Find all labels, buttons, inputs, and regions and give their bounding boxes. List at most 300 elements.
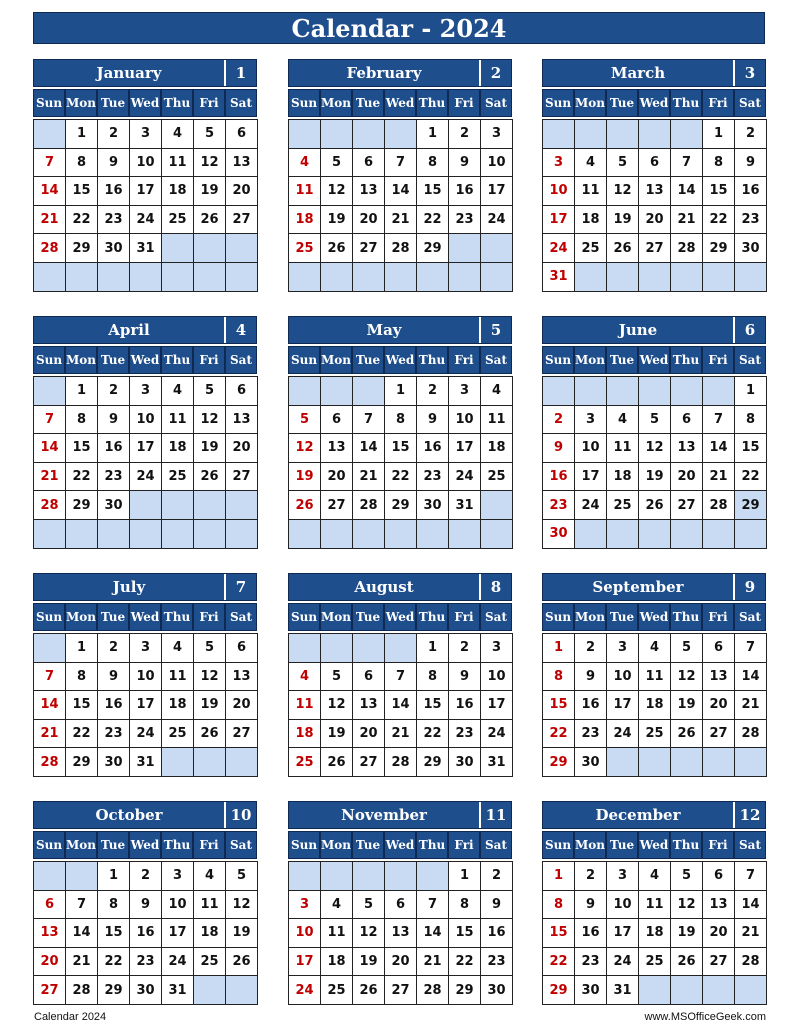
day-cell: 14 [734,662,767,692]
day-cell: 3 [129,376,162,406]
empty-day-cell [320,519,353,549]
day-cell: 12 [606,176,639,206]
month-name: July [34,574,226,600]
day-cell: 2 [574,633,607,663]
weekday-label: Sat [480,603,512,631]
day-cell: 21 [702,462,735,492]
day-cell: 25 [193,947,226,977]
empty-day-cell [574,262,607,292]
day-cell: 1 [416,119,449,149]
day-cell: 22 [542,719,575,749]
day-cell: 29 [448,975,481,1005]
day-cell: 24 [542,233,575,263]
month-number: 1 [235,64,247,82]
day-cell: 20 [320,462,353,492]
weekday-label: Sat [225,346,257,374]
weekday-label: Mon [65,346,97,374]
day-cell: 29 [65,490,98,520]
day-cell: 20 [702,918,735,948]
weekday-label: Fri [702,89,734,117]
day-cell: 20 [670,462,703,492]
day-cell: 14 [702,433,735,463]
month-name: May [289,317,481,343]
empty-day-cell [702,747,735,777]
day-cell: 15 [97,918,130,948]
month-name: March [543,60,735,86]
day-cell: 6 [225,376,258,406]
day-cell: 8 [734,405,767,435]
weekday-label: Fri [702,603,734,631]
day-cell: 31 [606,975,639,1005]
day-grid [542,119,766,291]
day-cell: 8 [416,148,449,178]
day-cell: 27 [670,490,703,520]
empty-day-cell [416,861,449,891]
day-cell: 23 [97,205,130,235]
day-cell: 5 [670,633,703,663]
day-cell: 18 [193,918,226,948]
day-cell: 15 [702,176,735,206]
day-cell: 3 [480,633,513,663]
day-cell: 26 [320,233,353,263]
empty-day-cell [384,519,417,549]
day-cell: 17 [574,462,607,492]
day-cell: 1 [734,376,767,406]
weekday-label: Mon [320,831,352,859]
empty-day-cell [480,233,513,263]
weekday-label: Wed [638,603,670,631]
empty-day-cell [542,119,575,149]
month-header [33,573,257,601]
day-cell: 1 [65,119,98,149]
month-number: 3 [744,64,756,82]
day-cell: 10 [606,890,639,920]
day-cell: 25 [638,947,671,977]
weekday-label: Wed [129,603,161,631]
weekday-label: Sun [542,603,574,631]
day-cell: 3 [574,405,607,435]
empty-day-cell [97,262,130,292]
day-cell: 21 [352,462,385,492]
month-number: 6 [744,321,756,339]
day-cell: 16 [129,918,162,948]
empty-day-cell [193,747,226,777]
empty-day-cell [288,262,321,292]
day-cell: 22 [416,719,449,749]
day-cell: 16 [574,918,607,948]
day-cell: 3 [288,890,321,920]
weekday-row [288,346,512,374]
month-2 [288,59,512,291]
weekday-row [542,831,766,859]
day-cell: 24 [606,719,639,749]
empty-day-cell [352,633,385,663]
day-cell: 27 [33,975,66,1005]
day-cell: 14 [384,176,417,206]
day-cell: 8 [65,405,98,435]
day-cell: 16 [480,918,513,948]
empty-day-cell [606,262,639,292]
weekday-label: Sun [542,831,574,859]
day-cell: 25 [161,719,194,749]
day-cell: 19 [288,462,321,492]
day-cell: 30 [416,490,449,520]
day-cell: 11 [161,662,194,692]
day-cell: 21 [416,947,449,977]
month-11 [288,801,512,1004]
day-cell: 11 [288,176,321,206]
day-cell: 13 [225,405,258,435]
day-cell: 24 [574,490,607,520]
day-cell: 1 [65,376,98,406]
weekday-label: Fri [702,346,734,374]
day-cell: 26 [193,719,226,749]
month-number: 12 [739,806,761,824]
weekday-label: Thu [416,831,448,859]
month-name: August [289,574,481,600]
month-8 [288,573,512,776]
empty-day-cell [670,119,703,149]
weekday-label: Sun [288,346,320,374]
day-cell: 23 [480,947,513,977]
empty-day-cell [638,975,671,1005]
weekday-label: Fri [193,89,225,117]
day-cell: 15 [384,433,417,463]
weekday-label: Sun [33,89,65,117]
day-cell: 25 [288,233,321,263]
footer-label: Calendar 2024 [34,1011,107,1023]
day-cell: 4 [161,376,194,406]
day-cell: 6 [320,405,353,435]
day-cell: 21 [384,205,417,235]
empty-day-cell [161,519,194,549]
month-name: June [543,317,735,343]
empty-day-cell [480,262,513,292]
day-cell: 19 [320,719,353,749]
weekday-label: Tue [97,89,129,117]
day-cell: 18 [288,205,321,235]
day-grid [542,633,766,776]
day-cell: 24 [129,205,162,235]
day-cell: 23 [129,947,162,977]
day-cell: 9 [448,662,481,692]
day-cell: 26 [606,233,639,263]
day-cell: 13 [225,148,258,178]
day-cell: 17 [129,690,162,720]
day-cell: 30 [734,233,767,263]
day-cell: 9 [480,890,513,920]
day-grid [33,376,257,548]
month-name: February [289,60,481,86]
empty-day-cell [161,490,194,520]
weekday-label: Mon [574,346,606,374]
empty-day-cell [129,262,162,292]
empty-day-cell [97,519,130,549]
empty-day-cell [33,119,66,149]
day-cell: 17 [480,176,513,206]
day-cell: 30 [129,975,162,1005]
empty-day-cell [574,119,607,149]
weekday-label: Fri [448,89,480,117]
weekday-label: Wed [638,89,670,117]
day-cell: 10 [129,405,162,435]
day-cell: 5 [670,861,703,891]
day-cell: 8 [384,405,417,435]
month-name: September [543,574,735,600]
day-cell: 4 [638,861,671,891]
weekday-label: Sat [734,831,766,859]
day-cell: 16 [542,462,575,492]
empty-day-cell [702,975,735,1005]
day-cell: 25 [320,975,353,1005]
day-cell: 20 [225,433,258,463]
month-header [33,59,257,87]
day-cell: 20 [225,690,258,720]
day-cell: 6 [225,119,258,149]
day-cell: 30 [574,747,607,777]
day-cell: 20 [638,205,671,235]
day-cell: 2 [448,119,481,149]
day-cell: 30 [480,975,513,1005]
day-cell: 3 [606,861,639,891]
day-cell: 8 [65,148,98,178]
day-cell: 15 [65,176,98,206]
day-cell: 27 [225,205,258,235]
day-cell: 2 [97,633,130,663]
day-cell: 18 [574,205,607,235]
weekday-label: Thu [670,603,702,631]
weekday-label: Thu [670,89,702,117]
day-cell: 10 [161,890,194,920]
weekday-label: Mon [65,89,97,117]
empty-day-cell [352,262,385,292]
day-cell: 26 [352,975,385,1005]
day-cell: 26 [670,947,703,977]
day-cell: 17 [480,690,513,720]
weekday-label: Mon [320,603,352,631]
day-cell: 11 [606,433,639,463]
month-1 [33,59,257,291]
day-cell: 27 [225,462,258,492]
day-cell: 29 [384,490,417,520]
day-cell: 20 [33,947,66,977]
day-cell: 1 [702,119,735,149]
day-cell: 4 [574,148,607,178]
weekday-label: Tue [352,89,384,117]
day-cell: 2 [416,376,449,406]
day-cell: 7 [33,148,66,178]
day-cell: 4 [288,662,321,692]
day-cell: 12 [225,890,258,920]
day-cell: 24 [288,975,321,1005]
day-cell: 27 [352,747,385,777]
weekday-label: Sun [288,603,320,631]
day-cell: 25 [638,719,671,749]
day-cell: 28 [734,719,767,749]
empty-day-cell [33,262,66,292]
day-cell: 10 [448,405,481,435]
empty-day-cell [33,861,66,891]
day-cell: 19 [352,947,385,977]
day-cell: 22 [97,947,130,977]
day-cell: 3 [448,376,481,406]
weekday-label: Thu [161,831,193,859]
day-cell: 13 [225,662,258,692]
day-cell: 19 [638,462,671,492]
day-cell: 24 [129,719,162,749]
weekday-label: Tue [606,603,638,631]
weekday-label: Wed [384,831,416,859]
day-cell: 4 [288,148,321,178]
day-cell: 16 [97,176,130,206]
month-header [33,316,257,344]
day-cell: 14 [33,690,66,720]
day-cell: 17 [129,176,162,206]
weekday-label: Wed [384,89,416,117]
day-cell: 29 [416,233,449,263]
day-cell: 22 [65,719,98,749]
empty-day-cell [288,861,321,891]
empty-day-cell [129,490,162,520]
day-cell: 15 [65,433,98,463]
day-cell: 6 [638,148,671,178]
weekday-label: Mon [65,603,97,631]
empty-day-cell [33,376,66,406]
day-cell: 10 [288,918,321,948]
weekday-label: Thu [416,603,448,631]
day-cell: 6 [384,890,417,920]
month-number: 10 [230,806,252,824]
weekday-label: Fri [193,346,225,374]
day-cell: 15 [448,918,481,948]
day-cell: 30 [542,519,575,549]
day-cell: 23 [448,205,481,235]
empty-day-cell [320,633,353,663]
empty-day-cell [606,519,639,549]
day-cell: 7 [33,405,66,435]
day-cell: 12 [638,433,671,463]
empty-day-cell [384,262,417,292]
day-cell: 21 [33,719,66,749]
empty-day-cell [670,975,703,1005]
day-cell: 3 [129,119,162,149]
empty-day-cell [448,233,481,263]
month-number: 2 [490,64,502,82]
day-cell: 1 [448,861,481,891]
day-cell: 5 [288,405,321,435]
empty-day-cell [480,490,513,520]
day-cell: 18 [320,947,353,977]
empty-day-cell [225,490,258,520]
day-cell: 11 [161,148,194,178]
day-cell: 24 [606,947,639,977]
day-cell: 29 [416,747,449,777]
day-cell: 19 [193,176,226,206]
day-cell: 26 [193,462,226,492]
weekday-label: Wed [129,831,161,859]
day-cell: 12 [320,690,353,720]
day-cell: 15 [416,176,449,206]
day-cell: 31 [129,233,162,263]
day-cell: 17 [129,433,162,463]
weekday-label: Sun [288,89,320,117]
month-name: January [34,60,226,86]
day-cell: 5 [193,376,226,406]
day-cell: 12 [320,176,353,206]
day-cell: 24 [129,462,162,492]
weekday-label: Sun [542,89,574,117]
month-number: 11 [485,806,507,824]
weekday-label: Sat [734,89,766,117]
weekday-label: Mon [574,603,606,631]
empty-day-cell [606,376,639,406]
day-cell: 18 [606,462,639,492]
empty-day-cell [384,119,417,149]
day-cell: 8 [542,890,575,920]
day-cell: 31 [542,262,575,292]
day-cell: 11 [574,176,607,206]
weekday-label: Sat [480,346,512,374]
day-cell: 26 [193,205,226,235]
day-cell: 22 [416,205,449,235]
day-grid [542,376,766,548]
day-cell: 27 [638,233,671,263]
month-header [542,573,766,601]
weekday-label: Mon [320,89,352,117]
day-cell: 27 [352,233,385,263]
day-cell: 28 [33,233,66,263]
day-cell: 18 [161,690,194,720]
day-cell: 23 [97,719,130,749]
empty-day-cell [288,376,321,406]
day-cell: 25 [161,462,194,492]
day-cell: 2 [480,861,513,891]
weekday-label: Tue [606,346,638,374]
month-header [288,801,512,829]
day-cell: 28 [352,490,385,520]
day-cell: 31 [161,975,194,1005]
empty-day-cell [352,861,385,891]
day-cell: 11 [320,918,353,948]
day-cell: 1 [542,861,575,891]
day-cell: 4 [320,890,353,920]
weekday-label: Thu [161,603,193,631]
month-name: April [34,317,226,343]
day-cell: 26 [225,947,258,977]
day-grid [33,119,257,291]
weekday-label: Mon [65,831,97,859]
day-cell: 21 [65,947,98,977]
day-cell: 9 [97,662,130,692]
day-cell: 29 [65,747,98,777]
day-cell: 24 [448,462,481,492]
day-cell: 19 [320,205,353,235]
day-cell: 29 [65,233,98,263]
empty-day-cell [638,119,671,149]
day-cell: 9 [416,405,449,435]
weekday-label: Fri [448,831,480,859]
day-cell: 21 [33,205,66,235]
day-cell: 12 [193,148,226,178]
weekday-label: Mon [320,346,352,374]
day-cell: 18 [638,690,671,720]
day-cell: 6 [702,861,735,891]
day-cell: 22 [65,205,98,235]
day-cell: 9 [97,148,130,178]
day-cell: 30 [97,490,130,520]
day-cell: 15 [416,690,449,720]
day-cell: 4 [161,633,194,663]
